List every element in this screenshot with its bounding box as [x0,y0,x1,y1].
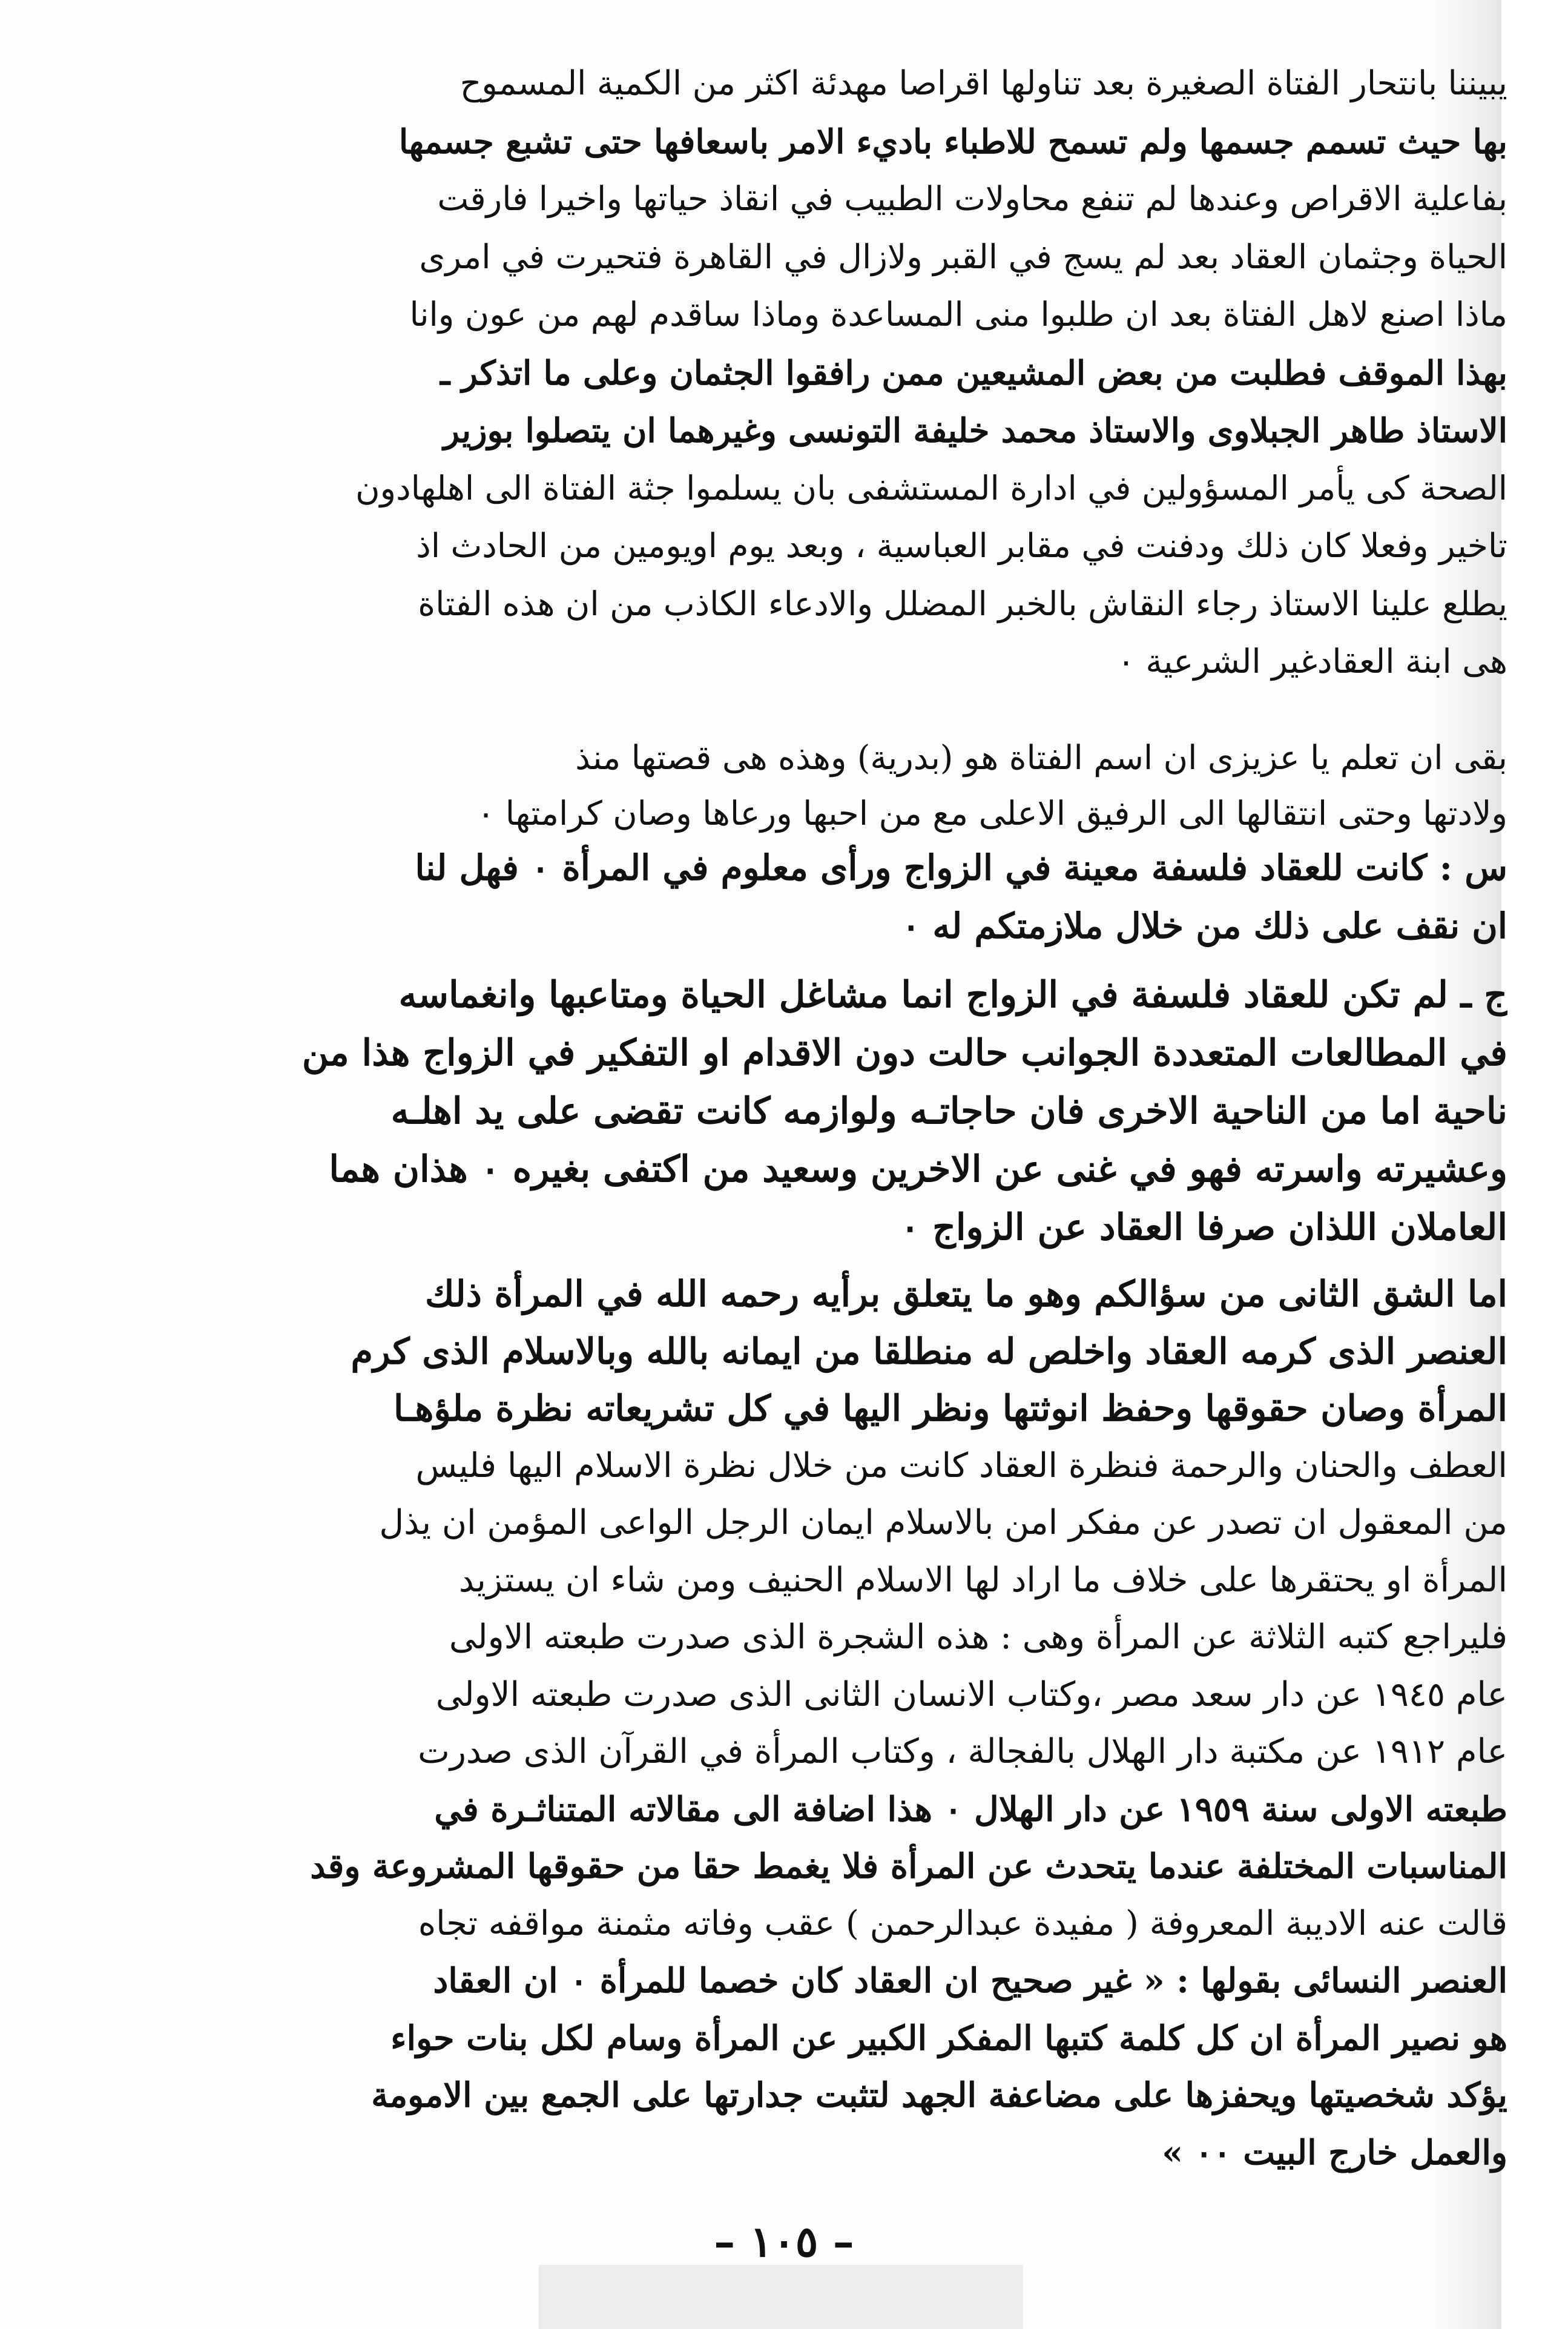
text-line: الاستاذ طاهر الجبلاوى والاستاذ محمد خليفة التونسى وغيرهما ان يتصلوا بوزير [443,411,1507,450]
text-line: العاملان اللذان صرفا العقاد عن الزواج ٠ [900,1206,1507,1249]
text-line: ماذا اصنع لاهل الفتاة بعد ان طلبوا منى المساعدة وماذا ساقدم لهم من عون وانا [409,295,1507,334]
text-line: قالت عنه الاديبة المعروفة ( مفيدة عبدالرحمن ) عقب وفاته مثمنة مواقفه تجاه [418,1903,1507,1943]
text-line: س : كانت للعقاد فلسفة معينة في الزواج ورأى معلوم في المرأة ٠ فهل لنا [415,847,1507,888]
text-line: المرأة او يحتقرها على خلاف ما اراد لها الاسلام الحنيف ومن شاء ان يستزيد [458,1560,1507,1600]
text-line: تاخير وفعلا كان ذلك ودفنت في مقابر العباسية ، وبعد يوم اويومين من الحادث اذ [416,526,1507,565]
text-line: بفاعلية الاقراص وعندها لم تنفع محاولات الطبيب في انقاذ حياتها واخيرا فارقت [437,179,1507,218]
text-line: عام ١٩١٢ عن مكتبة دار الهلال بالفجالة ، وكتاب المرأة في القرآن الذى صدرت [418,1732,1507,1771]
text-line: الحياة وجثمان العقاد بعد لم يسج في القبر ولازال في القاهرة فتحيرت في امرى [419,237,1507,276]
scan-shadow [539,2265,1023,2329]
paragraph-2 [103,730,1507,841]
text-line: العطف والحنان والرحمة فنظرة العقاد كانت من خلال نظرة الاسلام اليها فليس [415,1445,1507,1485]
text-line: الصحة كى يأمر المسؤولين في ادارة المستشفى بان يسلموا جثة الفتاة الى اهلهادون [355,468,1507,507]
text-line: ناحية اما من الناحية الاخرى فان حاجاتـه ولوازمه كانت تقضى على يد اهلـه [390,1090,1507,1132]
text-line: اما الشق الثانى من سؤالكم وهو ما يتعلق برأيه رحمه الله في المرأة ذلك [424,1273,1507,1315]
text-line: عام ١٩٤٥ عن دار سعد مصر ،وكتاب الانسان الثانى الذى صدرت طبعته الاولى [435,1674,1507,1714]
page-number: – ١٠٥ – [714,2216,854,2267]
text-line: يطلع علينا الاستاذ رجاء النقاش بالخبر المضلل والادعاء الكاذب من ان هذه الفتاة [418,584,1507,623]
text-line: بهذا الموقف فطلبت من بعض المشيعين ممن رافقوا الجثمان وعلى ما اتذكر ـ [440,352,1507,392]
text-line: في المطالعات المتعددة الجوانب حالت دون الاقدام او التفكير في الزواج هذا من [301,1032,1507,1074]
text-line: المرأة وصان حقوقها وحفظ انوثتها ونظر اليها في كل تشريعاته نظرة ملؤهـا [393,1387,1507,1429]
text-line: بها حيث تسمم جسمها ولم تسمح للاطباء باديء الامر باسعافها حتى تشبع جسمها [398,121,1507,161]
text-line: ولادتها وحتى انتقالها الى الرفيق الاعلى مع من احبها ورعاها وصان كرامتها ٠ [476,794,1507,833]
paragraph-5 [103,1266,1507,2181]
text-line: وعشيرته واسرته فهو في غنى عن الاخرين وسعيد من اكتفى بغيره ٠ هذان هما [329,1148,1507,1191]
text-line: ان نقف على ذلك من خلال ملازمتكم له ٠ [901,905,1507,946]
text-line: العنصر الذى كرمه العقاد واخلص له منطلقا من ايمانه بالله وبالاسلام الذى كرم [351,1330,1507,1372]
text-line: فليراجع كتبه الثلاثة عن المرأة وهى : هذه الشجرة الذى صدرت طبعته الاولى [449,1617,1507,1657]
text-line: ج ـ لم تكن للعقاد فلسفة في الزواج انما مشاغل الحياة ومتاعبها وانغماسه [398,974,1507,1016]
text-line: العنصر النسائى بقولها : « غير صحيح ان العقاد كان خصما للمرأة ٠ ان العقاد [433,1961,1507,2001]
text-line: هو نصير المرأة ان كل كلمة كتبها المفكر الكبير عن المرأة وسام لكل بنات حواء [390,2018,1507,2058]
text-line: يبيننا بانتحار الفتاة الصغيرة بعد تناولها اقراصا مهدئة اكثر من الكمية المسموح [460,64,1507,102]
text-line: هى ابنة العقادغير الشرعية ٠ [1117,642,1507,681]
text-line: يؤكد شخصيتها ويحفزها على مضاعفة الجهد لتثبت جدارتها على الجمع بين الامومة [371,2075,1507,2115]
text-line: بقى ان تعلم يا عزيزى ان اسم الفتاة هو (بدرية) وهذه هى قصتها منذ [575,738,1507,777]
answer [103,966,1507,1257]
question [103,839,1507,955]
text-line: المناسبات المختلفة عندما يتحدث عن المرأة فلا يغمط حقا من حقوقها المشروعة وقد [310,1846,1507,1886]
paragraph-1 [103,55,1507,691]
text-line: من المعقول ان تصدر عن مفكر امن بالاسلام ايمان الرجل الواعى المؤمن ان يذل [379,1503,1507,1542]
text-line: طبعته الاولى سنة ١٩٥٩ عن دار الهلال ٠ هذا اضافة الى مقالاته المتناثـرة في [434,1789,1507,1829]
text-line: والعمل خارج البيت ٠٠ » [1162,2132,1507,2173]
